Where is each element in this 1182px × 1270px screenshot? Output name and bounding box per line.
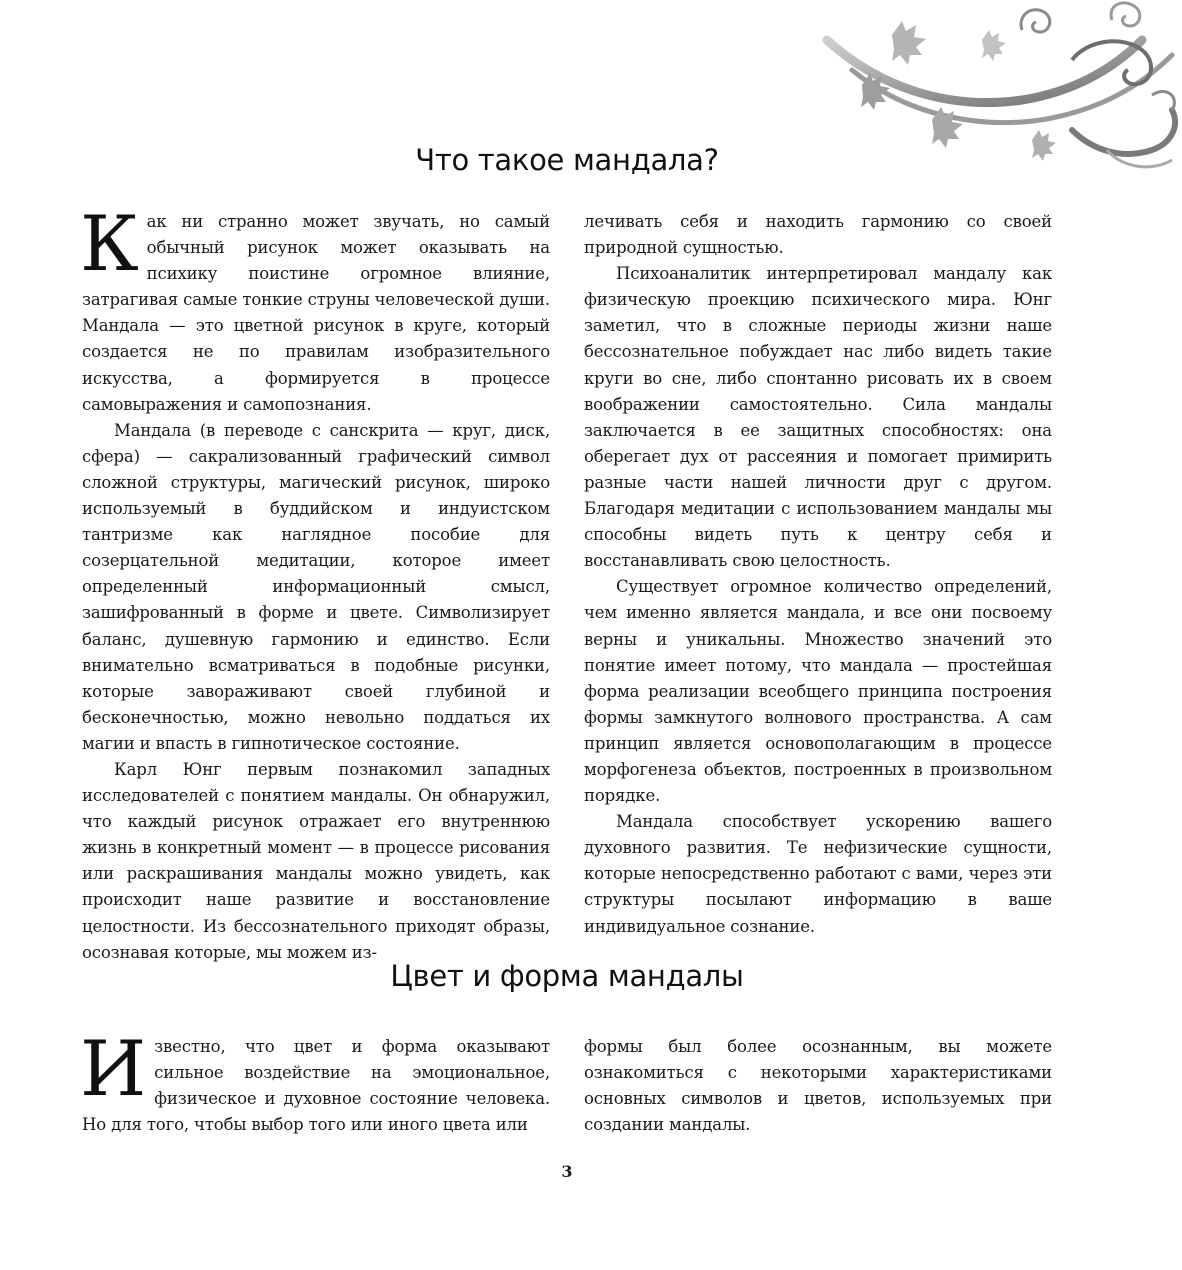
page-number: 3 [561, 1162, 573, 1181]
section1-right-column [584, 209, 1052, 940]
drop-cap: К [80, 199, 139, 288]
section2-right-column [584, 1034, 1052, 1138]
paragraph: Карл Юнг первым познакомил западных исследователей с понятием мандалы. Он обнаружил, что каждый рисунок отражает его внутреннюю жизнь в конкретный момент — в процессе рисования или раскрашивания мандалы можно увидеть, как происходит наше развитие и восстановление целостности. Из бессознательного приходят образы, осознавая которые, мы можем из- [82, 759, 550, 962]
section1-left-column [80, 199, 550, 966]
paragraph: лечивать себя и находить гармонию со своей природной сущностью. [584, 212, 1052, 258]
paragraph: Мандала (в переводе с санскрита — круг, диск, сфера) — сакрализованный графический символ сложной структуры, магический рисунок, широко используемый в буддийском и индуистском тантризме как наглядное пособие для созерцательной медитации, которое имеет определенный информационный смысл, зашифрованный в форме и цвете. Символизирует баланс, душевную гармонию и единство. Если внимательно всматриваться в подобные рисунки, которые завораживают своей глубиной и бесконечностью, можно невольно поддаться их магии и впасть в гипнотическое состояние. [82, 420, 550, 753]
paragraph [80, 199, 550, 418]
section-title-what-is-mandala: Что такое мандала? [415, 143, 719, 177]
paragraph: Мандала способствует ускорению вашего духовного развития. Те нефизические сущности, которые непосредственно работают с вами, через эти структуры посылают информацию в ваше индивидуальное сознание. [584, 812, 1052, 936]
paragraph: Существует огромное количество определений, чем именно является мандала, и все они посвоему верны и уникальны. Множество значений это понятие имеет потому, что мандала — простейшая форма реализации всеобщего принципа построения формы замкнутого волнового пространства. А сам принцип является основополагающим в процессе морфогенеза объектов, построенных в произвольном порядке. [584, 577, 1052, 806]
paragraph [80, 1024, 550, 1138]
section-title-color-and-form: Цвет и форма мандалы [390, 959, 744, 993]
paragraph: Психоаналитик интерпретировал мандалу как физическую проекцию психического мира. Юнг заметил, что в сложные периоды жизни наше бессознательное побуждает нас либо видеть такие круги во сне, либо спонтанно рисовать их в своем воображении самостоятельно. Сила мандалы заключается в ее защитных способностях: она оберегает дух от рассеяния и помогает примирить разные части нашей личности друг с другом. Благодаря медитации с использованием мандалы мы способны видеть путь к центру себя и восстанавливать свою целостность. [584, 264, 1052, 571]
paragraph-text: звестно, что цвет и форма оказывают сильное воздействие на эмоциональное, физическое и духовное состояние человека. Но для того, чтобы выбор того или иного цвета или [82, 1037, 550, 1135]
paragraph-text: ак ни странно может звучать, но самый обычный рисунок может оказывать на психику поистине огромное влияние, затрагивая самые тонкие струны человеческой души. Мандала — это цветной рисунок в круге, который создается не по правилам изобразительного искусства, а формируется в процессе самовыражения и самопознания. [82, 212, 550, 414]
paragraph: формы был более осознанным, вы можете ознакомиться с некоторыми характеристиками основных символов и цветов, используемых при создании мандалы. [584, 1037, 1052, 1135]
section2-left-column [80, 1024, 550, 1138]
drop-cap: И [80, 1024, 147, 1113]
